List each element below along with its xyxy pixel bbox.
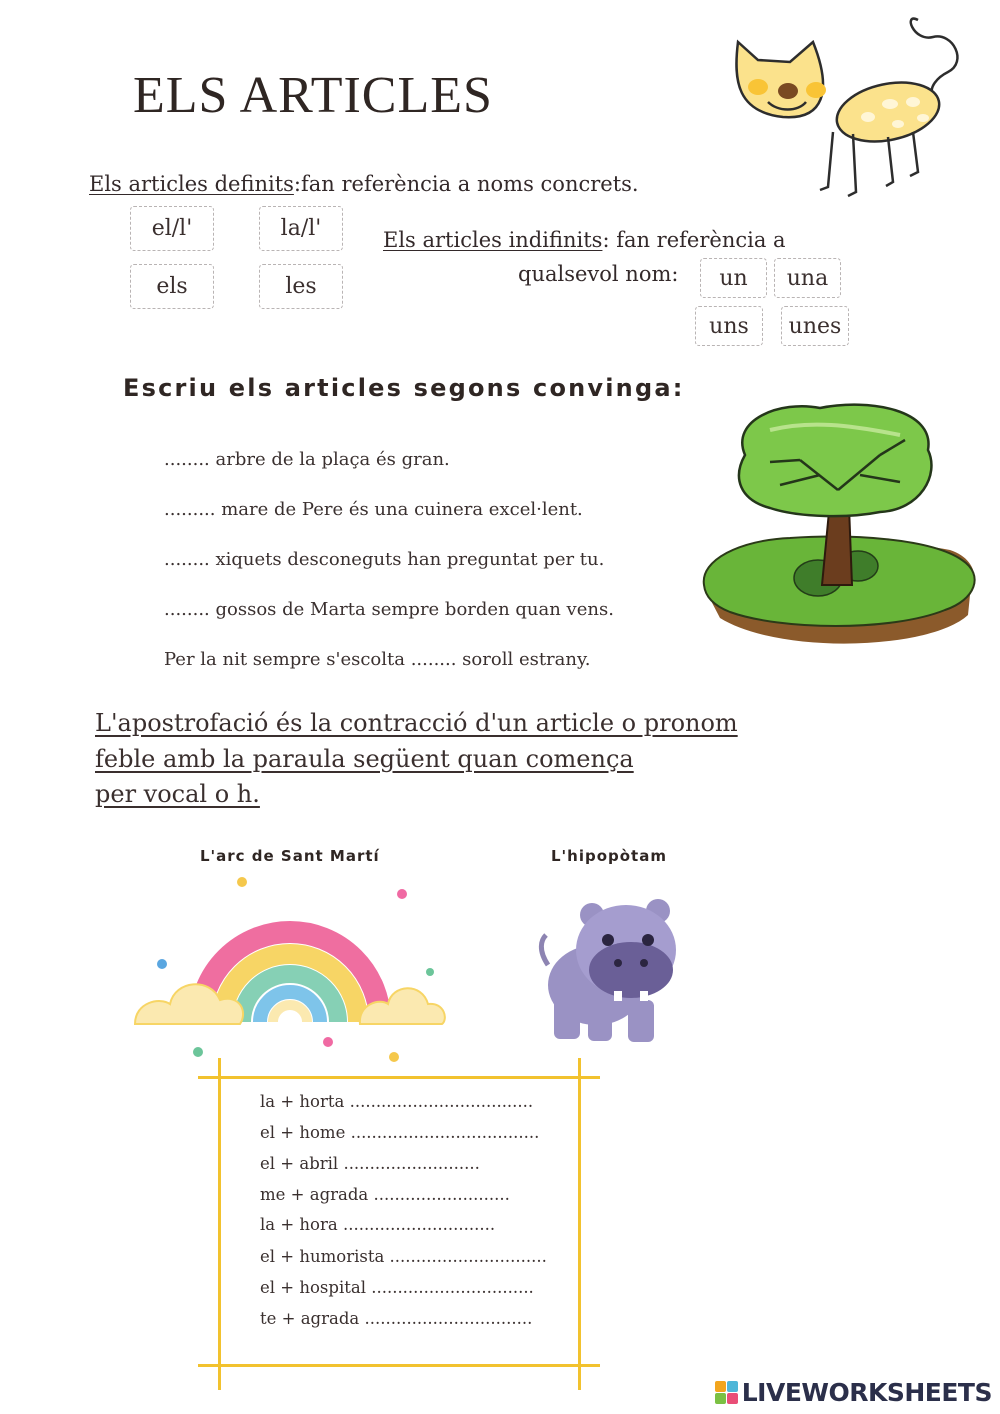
sentence-2[interactable]: ......... mare de Pere és una cuinera excel·lent. [164, 499, 583, 520]
practice-item-8[interactable]: te + agrada ................................ [260, 1309, 533, 1328]
frame-top [198, 1076, 600, 1079]
frame-right [578, 1058, 581, 1390]
chip-un[interactable]: un [700, 258, 767, 298]
practice-item-1[interactable]: la + horta ................................... [260, 1092, 534, 1111]
apostrofacio-line-2: feble amb la paraula següent quan comença [95, 744, 634, 773]
apostrofacio-line-3: per vocal o h. [95, 780, 260, 808]
practice-item-3[interactable]: el + abril .......................... [260, 1154, 480, 1173]
frame-bottom [198, 1364, 600, 1367]
sentence-3[interactable]: ........ xiquets desconeguts han preguntat per tu. [164, 549, 605, 570]
practice-item-5[interactable]: la + hora ............................. [260, 1215, 496, 1234]
cat-illustration [728, 12, 968, 204]
exercise-heading: Escriu els articles segons convinga: [123, 374, 685, 402]
brand-name: LIVEWORKSHEETS [741, 1378, 992, 1407]
sentence-5[interactable]: Per la nit sempre s'escolta ........ soroll estrany. [164, 649, 591, 670]
practice-item-4[interactable]: me + agrada .......................... [260, 1185, 510, 1204]
tree-illustration [700, 400, 980, 658]
brand-watermark[interactable] [715, 1378, 992, 1407]
chip-la[interactable]: la/l' [259, 206, 343, 251]
practice-item-6[interactable]: el + humorista .............................. [260, 1247, 547, 1266]
indefinits-label: Els articles indifinits [383, 228, 603, 252]
indefinits-text: : fan referència a [602, 228, 786, 252]
brand-logo-icon [715, 1381, 738, 1404]
sentence-1[interactable]: ........ arbre de la plaça és gran. [164, 449, 450, 470]
sentence-4[interactable]: ........ gossos de Marta sempre borden quan vens. [164, 599, 614, 620]
apostrofacio-paragraph [95, 706, 795, 813]
chip-una[interactable]: una [774, 258, 841, 298]
rainbow-illustration [130, 872, 450, 1062]
chip-uns[interactable]: uns [695, 306, 763, 346]
practice-item-7[interactable]: el + hospital ............................... [260, 1278, 534, 1297]
hippo-caption: L'hipopòtam [551, 847, 667, 865]
frame-left [218, 1058, 221, 1390]
chip-unes[interactable]: unes [781, 306, 849, 346]
definits-line [89, 172, 639, 196]
practice-item-2[interactable]: el + home .................................... [260, 1123, 540, 1142]
definits-text: :fan referència a noms concrets. [293, 172, 639, 196]
indefinits-text-2: qualsevol nom: [518, 262, 679, 286]
chip-els[interactable]: els [130, 264, 214, 309]
chip-el[interactable]: el/l' [130, 206, 214, 251]
apostrofacio-line-1: L'apostrofació és la contracció d'un article o pronom [95, 709, 738, 737]
chip-les[interactable]: les [259, 264, 343, 309]
indefinits-line [383, 228, 786, 252]
page-title: ELS ARTICLES [133, 67, 493, 124]
definits-label: Els articles definits [89, 172, 294, 196]
hippo-illustration [536, 895, 686, 1045]
rainbow-caption: L'arc de Sant Martí [200, 847, 380, 865]
